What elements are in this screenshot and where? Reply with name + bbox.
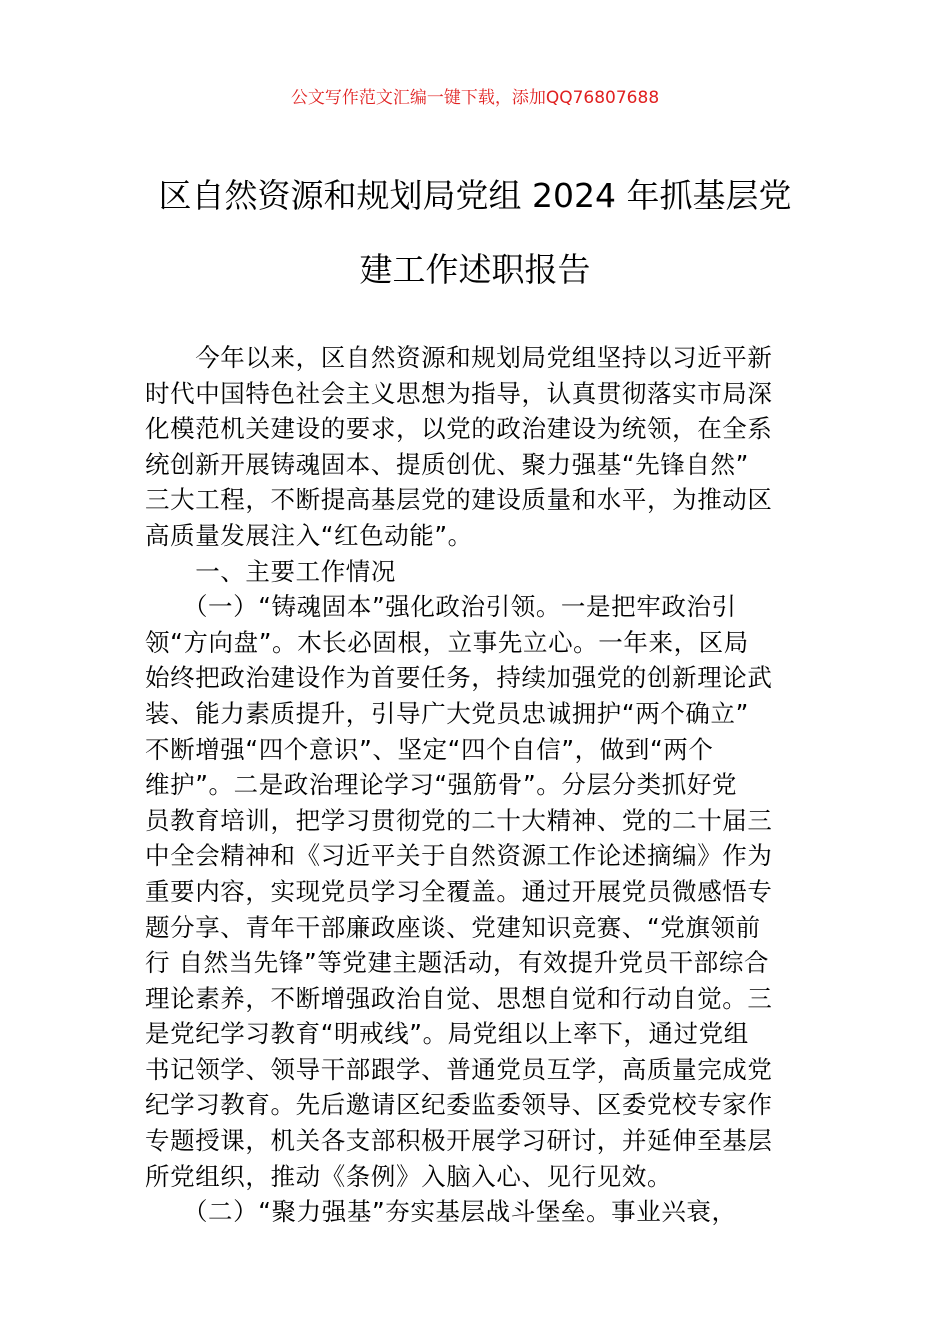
body-line: 三大工程，不断提高基层党的建设质量和水平，为推动区 <box>145 485 773 515</box>
document-title-line-1: 区自然资源和规划局党组 2024 年抓基层党 <box>158 176 792 215</box>
body-line: 时代中国特色社会主义思想为指导，认真贯彻落实市局深 <box>145 378 773 408</box>
body-line: 书记领学、领导干部跟学、普通党员互学，高质量完成党 <box>145 1054 773 1084</box>
body-line: 是党纪学习教育“明戒线”。局党组以上率下，通过党组 <box>145 1019 749 1049</box>
body-line: 题分享、青年干部廉政座谈、党建知识竞赛、“党旗领前 <box>145 912 761 942</box>
document-title-line-2: 建工作述职报告 <box>359 250 591 289</box>
body-line: 专题授课，机关各支部积极开展学习研讨，并延伸至基层 <box>145 1126 773 1156</box>
body-line: 理论素养，不断增强政治自觉、思想自觉和行动自觉。三 <box>145 983 773 1013</box>
download-promo-note: 公文写作范文汇编一键下载，添加QQ76807688 <box>290 88 660 108</box>
body-line: 维护”。二是政治理论学习“强筋骨”。分层分类抓好党 <box>145 770 738 800</box>
body-line: 员教育培训，把学习贯彻党的二十大精神、党的二十届三 <box>145 805 773 835</box>
body-line: 中全会精神和《习近平关于自然资源工作论述摘编》作为 <box>145 841 773 871</box>
subsection-heading-line: （一）“铸魂固本”强化政治引领。一是把牢政治引 <box>145 592 737 622</box>
body-line: 始终把政治建设作为首要任务，持续加强党的创新理论武 <box>145 663 773 693</box>
body-line: 重要内容，实现党员学习全覆盖。通过开展党员微感悟专 <box>145 876 773 906</box>
subsection-heading-line: （二）“聚力强基”夯实基层战斗堡垒。事业兴衰， <box>145 1197 737 1227</box>
body-line: 装、能力素质提升，引导广大党员忠诚拥护“两个确立” <box>145 698 749 728</box>
body-line: 领“方向盘”。木长必固根，立事先立心。一年来，区局 <box>145 627 749 657</box>
body-line: 不断增强“四个意识”、坚定“四个自信”，做到“两个 <box>145 734 714 764</box>
body-line: 纪学习教育。先后邀请区纪委监委领导、区委党校专家作 <box>145 1090 773 1120</box>
body-line: 所党组织，推动《条例》入脑入心、见行见效。 <box>145 1161 673 1191</box>
body-line: 化模范机关建设的要求，以党的政治建设为统领，在全系 <box>145 414 773 444</box>
section-heading: 一、主要工作情况 <box>145 556 396 586</box>
document-body <box>145 340 815 1230</box>
body-line: 统创新开展铸魂固本、提质创优、聚力强基“先锋自然” <box>145 449 749 479</box>
body-line: 高质量发展注入“红色动能”。 <box>145 520 473 550</box>
body-line: 行 自然当先锋”等党建主题活动，有效提升党员干部综合 <box>145 948 770 978</box>
body-line: 今年以来，区自然资源和规划局党组坚持以习近平新 <box>145 343 773 372</box>
